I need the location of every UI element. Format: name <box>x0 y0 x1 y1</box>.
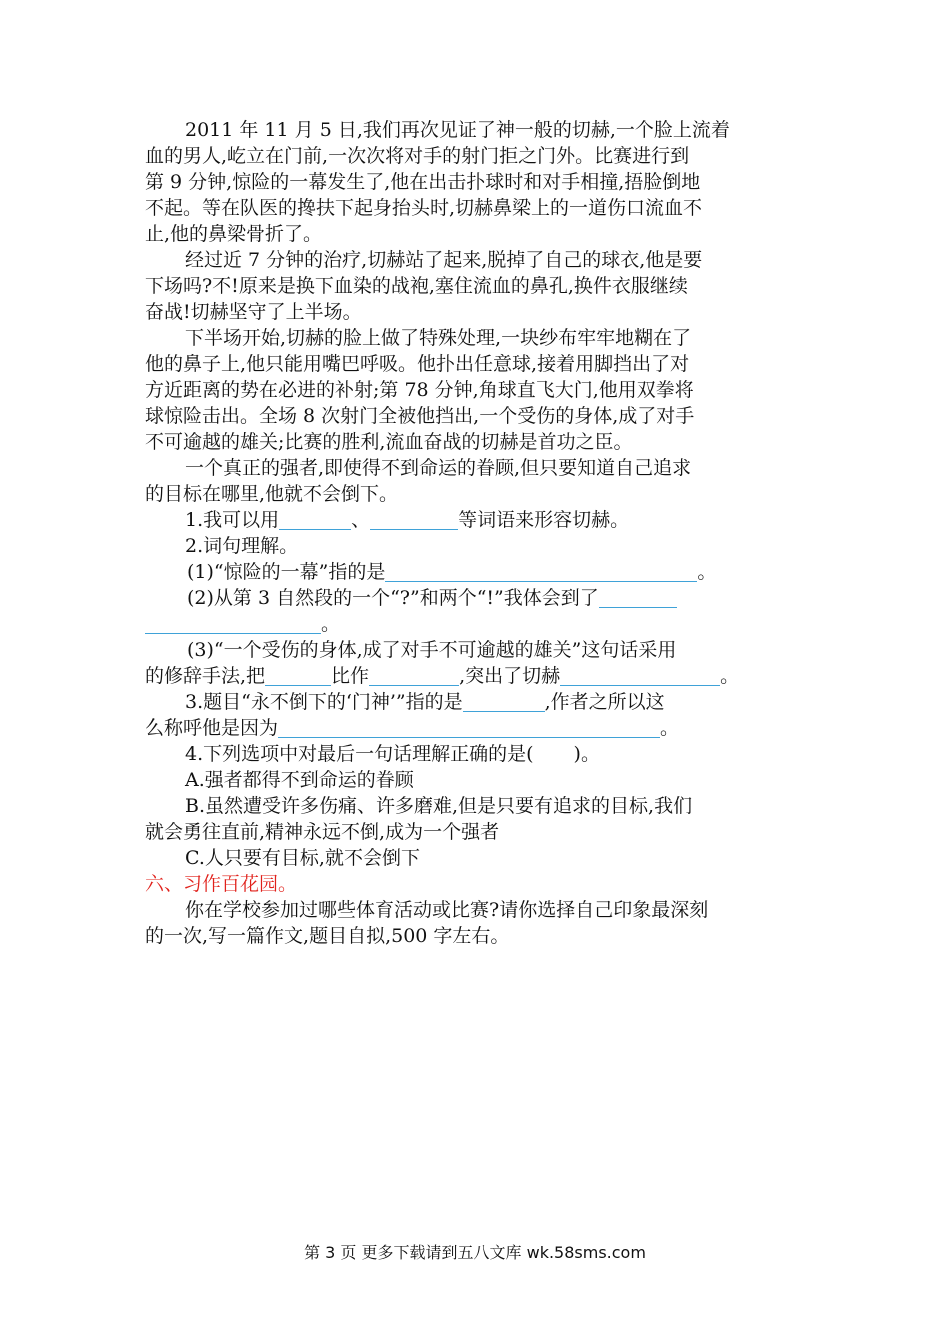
question-2-title: 2.词句理解。 <box>185 535 299 557</box>
answer-blank-q1-b[interactable] <box>370 509 458 530</box>
question-2-3-continued <box>145 663 805 689</box>
passage-p4-line-1: 一个真正的强者,即使得不到命运的眷顾,但只要知道自己追求 <box>185 457 692 479</box>
question-2-1-suffix: 。 <box>697 561 717 583</box>
passage-p1-line-1: 2011 年 11 月 5 日,我们再次见证了神一般的切赫,一个脸上流着 <box>185 119 730 141</box>
passage-p1-line-5: 止,他的鼻梁骨折了。 <box>145 223 323 245</box>
section-6-line-1: 你在学校参加过哪些体育活动或比赛?请你选择自己印象最深刻 <box>185 899 709 921</box>
question-2-2 <box>145 585 805 611</box>
passage-p2-line-2: 下场吗?不!原来是换下血染的战袍,塞住流血的鼻孔,换件衣服继续 <box>145 275 688 297</box>
option-b-continued: 就会勇往直前,精神永远不倒,成为一个强者 <box>145 821 500 843</box>
question-3-suffix: 。 <box>660 717 680 739</box>
question-3-prefix: 3.题目“永不倒下的‘门神’”指的是 <box>185 691 463 713</box>
question-2-3-text-d: 。 <box>720 665 740 687</box>
section-6-heading: 六、习作百花园。 <box>145 873 298 895</box>
question-3 <box>145 689 805 715</box>
question-1-suffix: 等词语来形容切赫。 <box>458 509 630 531</box>
question-2-3: (3)“一个受伤的身体,成了对手不可逾越的雄关”这句话采用 <box>187 639 677 661</box>
passage-p2-line-3: 奋战!切赫坚守了上半场。 <box>145 301 362 323</box>
question-2-2-suffix: 。 <box>321 613 341 635</box>
answer-blank-q2-3-b[interactable] <box>369 665 459 686</box>
page-footer: 第 3 页 更多下载请到五八文库 wk.58sms.com <box>304 1243 646 1262</box>
question-1-prefix: 1.我可以用 <box>185 509 280 531</box>
passage-p1-line-4: 不起。等在队医的搀扶下起身抬头时,切赫鼻梁上的一道伤口流血不 <box>145 197 703 219</box>
passage-p2-line-1: 经过近 7 分钟的治疗,切赫站了起来,脱掉了自己的球衣,他是要 <box>185 249 703 271</box>
passage-p3-line-4: 球惊险击出。全场 8 次射门全被他挡出,一个受伤的身体,成了对手 <box>145 405 695 427</box>
question-4-prefix: 4.下列选项中对最后一句话理解正确的是( <box>185 743 534 765</box>
passage-p3-line-1: 下半场开始,切赫的脸上做了特殊处理,一块纱布牢牢地糊在了 <box>185 327 692 349</box>
question-2-1-prefix: (1)“惊险的一幕”指的是 <box>187 561 386 583</box>
option-c: C.人只要有目标,就不会倒下 <box>185 847 420 869</box>
question-4-suffix: )。 <box>573 743 600 765</box>
question-2-3-text-b: 比作 <box>331 665 370 687</box>
answer-blank-q2-1[interactable] <box>385 561 697 582</box>
passage-p1-line-2: 血的男人,屹立在门前,一次次将对手的射门拒之门外。比赛进行到 <box>145 145 690 167</box>
question-3-line2: 么称呼他是因为 <box>145 717 279 739</box>
question-1 <box>145 507 805 533</box>
option-a: A.强者都得不到命运的眷顾 <box>185 769 414 791</box>
question-3-continued <box>145 715 805 741</box>
passage-p3-line-3: 方近距离的势在必进的补射;第 78 分钟,角球直飞大门,他用双拳将 <box>145 379 694 401</box>
question-3-mid: ,作者之所以这 <box>544 691 665 713</box>
option-b: B.虽然遭受许多伤痛、许多磨难,但是只要有追求的目标,我们 <box>185 795 693 817</box>
question-2-3-text-a: 的修辞手法,把 <box>145 665 266 687</box>
question-1-separator: 、 <box>351 509 371 531</box>
question-2-3-text-c: ,突出了切赫 <box>459 665 561 687</box>
section-6-line-2: 的一次,写一篇作文,题目自拟,500 字左右。 <box>145 925 510 947</box>
worksheet-content <box>145 117 805 949</box>
answer-blank-q2-3-a[interactable] <box>265 665 331 686</box>
passage-p4-line-2: 的目标在哪里,他就不会倒下。 <box>145 483 399 505</box>
answer-blank-q2-3-c[interactable] <box>560 665 720 686</box>
answer-blank-q3-a[interactable] <box>463 691 545 712</box>
question-4 <box>145 741 805 767</box>
question-2-2-continued <box>145 611 805 637</box>
passage-p1-line-3: 第 9 分钟,惊险的一幕发生了,他在出击扑球时和对手相撞,捂脸倒地 <box>145 171 701 193</box>
question-2-2-text: (2)从第 3 自然段的一个“?”和两个“!”我体会到了 <box>187 587 599 609</box>
answer-blank-q2-2-a[interactable] <box>599 587 677 608</box>
answer-blank-q2-2-b[interactable] <box>145 613 321 634</box>
passage-p3-line-2: 他的鼻子上,他只能用嘴巴呼吸。他扑出任意球,接着用脚挡出了对 <box>145 353 690 375</box>
question-2-1 <box>145 559 805 585</box>
answer-blank-q1-a[interactable] <box>279 509 351 530</box>
passage-p3-line-5: 不可逾越的雄关;比赛的胜利,流血奋战的切赫是首功之臣。 <box>145 431 633 453</box>
answer-blank-q3-b[interactable] <box>278 717 660 738</box>
